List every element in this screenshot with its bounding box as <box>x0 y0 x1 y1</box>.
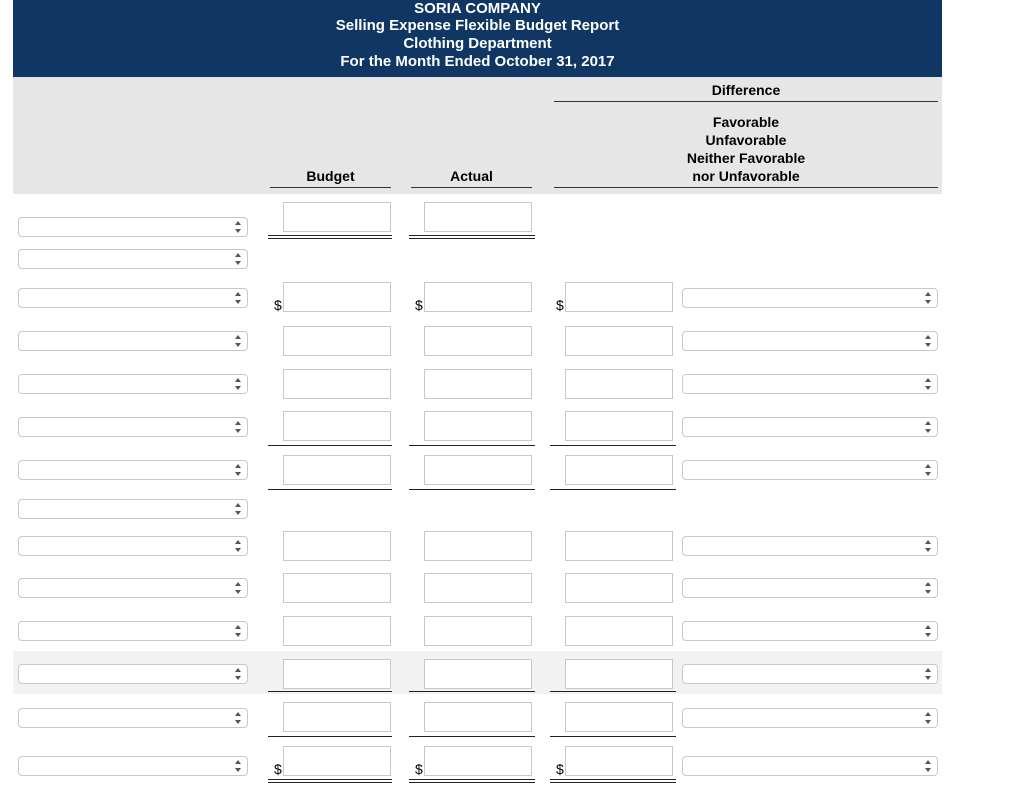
single-rule <box>268 736 392 737</box>
row-label-select[interactable] <box>18 417 248 437</box>
department-name: Clothing Department <box>403 35 552 52</box>
select-arrows-icon <box>235 253 242 266</box>
budget-input[interactable] <box>283 659 391 689</box>
dollar-sign: $ <box>556 297 564 313</box>
budget-input[interactable] <box>283 411 391 441</box>
row-label-select[interactable] <box>18 249 248 269</box>
row-label-select[interactable] <box>18 374 248 394</box>
select-arrows-icon <box>925 335 932 348</box>
report-title: Selling Expense Flexible Budget Report <box>335 17 620 34</box>
single-rule <box>409 445 535 446</box>
row-label-select[interactable] <box>18 288 248 308</box>
favorable-unfavorable-select[interactable] <box>682 756 938 776</box>
difference-input[interactable] <box>565 369 673 399</box>
select-arrows-icon <box>925 540 932 553</box>
double-rule <box>268 235 392 239</box>
select-arrows-icon <box>235 292 242 305</box>
actual-input[interactable] <box>424 455 532 485</box>
actual-input[interactable] <box>424 616 532 646</box>
budget-input[interactable] <box>283 455 391 485</box>
select-arrows-icon <box>925 625 932 638</box>
select-arrows-icon <box>235 712 242 725</box>
difference-input[interactable] <box>565 573 673 603</box>
row-label-select[interactable] <box>18 664 248 684</box>
legend-neither-line1: Neither Favorable <box>686 150 806 166</box>
difference-input[interactable] <box>565 411 673 441</box>
select-arrows-icon <box>235 540 242 553</box>
actual-input[interactable] <box>424 746 532 776</box>
difference-input[interactable] <box>565 531 673 561</box>
actual-input[interactable] <box>424 326 532 356</box>
double-rule <box>268 779 392 783</box>
favorable-unfavorable-select[interactable] <box>682 536 938 556</box>
actual-input[interactable] <box>424 531 532 561</box>
single-rule <box>268 445 392 446</box>
actual-input[interactable] <box>424 573 532 603</box>
favorable-unfavorable-select[interactable] <box>682 664 938 684</box>
legend-unfavorable: Unfavorable <box>705 132 787 148</box>
double-rule <box>550 779 676 783</box>
actual-input[interactable] <box>424 369 532 399</box>
select-arrows-icon <box>235 421 242 434</box>
difference-legend <box>554 113 938 185</box>
actual-input[interactable] <box>424 282 532 312</box>
actual-input[interactable] <box>424 702 532 732</box>
favorable-unfavorable-select[interactable] <box>682 288 938 308</box>
legend-neither-line2: nor Unfavorable <box>692 168 800 184</box>
select-arrows-icon <box>925 668 932 681</box>
single-rule <box>550 489 676 490</box>
select-arrows-icon <box>925 378 932 391</box>
favorable-unfavorable-select[interactable] <box>682 621 938 641</box>
difference-input[interactable] <box>565 326 673 356</box>
double-rule <box>409 779 535 783</box>
actual-heading: Actual <box>450 168 493 184</box>
favorable-unfavorable-select[interactable] <box>682 417 938 437</box>
row-label-select[interactable] <box>18 331 248 351</box>
select-arrows-icon <box>235 335 242 348</box>
budget-input[interactable] <box>283 369 391 399</box>
select-arrows-icon <box>235 464 242 477</box>
report-period: For the Month Ended October 31, 2017 <box>340 53 615 70</box>
difference-input[interactable] <box>565 282 673 312</box>
select-arrows-icon <box>235 760 242 773</box>
row-label-select[interactable] <box>18 621 248 641</box>
budget-input[interactable] <box>283 746 391 776</box>
favorable-unfavorable-select[interactable] <box>682 708 938 728</box>
select-arrows-icon <box>235 625 242 638</box>
row-label-select[interactable] <box>18 499 248 519</box>
row-label-select[interactable] <box>18 578 248 598</box>
select-arrows-icon <box>925 760 932 773</box>
budget-input[interactable] <box>283 573 391 603</box>
select-arrows-icon <box>235 668 242 681</box>
favorable-unfavorable-select[interactable] <box>682 331 938 351</box>
select-arrows-icon <box>925 292 932 305</box>
actual-input[interactable] <box>424 202 532 232</box>
row-label-select[interactable] <box>18 460 248 480</box>
budget-heading: Budget <box>306 168 355 184</box>
row-label-select[interactable] <box>18 536 248 556</box>
select-arrows-icon <box>235 503 242 516</box>
budget-heading-underline <box>270 187 391 188</box>
favorable-unfavorable-select[interactable] <box>682 460 938 480</box>
difference-input[interactable] <box>565 616 673 646</box>
single-rule <box>409 691 535 692</box>
single-rule <box>409 489 535 490</box>
single-rule <box>268 691 392 692</box>
select-arrows-icon <box>235 582 242 595</box>
dollar-sign: $ <box>415 761 423 777</box>
difference-legend-underline <box>554 187 938 188</box>
budget-input[interactable] <box>283 282 391 312</box>
single-rule <box>550 691 676 692</box>
budget-input[interactable] <box>283 531 391 561</box>
single-rule <box>268 489 392 490</box>
dollar-sign: $ <box>415 297 423 313</box>
budget-input[interactable] <box>283 702 391 732</box>
select-arrows-icon <box>925 712 932 725</box>
single-rule <box>550 736 676 737</box>
single-rule <box>409 736 535 737</box>
difference-input[interactable] <box>565 455 673 485</box>
difference-input[interactable] <box>565 659 673 689</box>
budget-input[interactable] <box>283 616 391 646</box>
select-arrows-icon <box>925 421 932 434</box>
actual-input[interactable] <box>424 659 532 689</box>
budget-input[interactable] <box>283 202 391 232</box>
dollar-sign: $ <box>274 297 282 313</box>
select-arrows-icon <box>235 378 242 391</box>
select-arrows-icon <box>925 464 932 477</box>
difference-heading-underline <box>554 101 938 102</box>
report-title-bar <box>13 0 942 77</box>
select-arrows-icon <box>235 221 242 234</box>
difference-input[interactable] <box>565 746 673 776</box>
row-label-select[interactable] <box>18 217 248 237</box>
budget-input[interactable] <box>283 326 391 356</box>
favorable-unfavorable-select[interactable] <box>682 374 938 394</box>
difference-input[interactable] <box>565 702 673 732</box>
dollar-sign: $ <box>556 761 564 777</box>
double-rule <box>409 235 535 239</box>
select-arrows-icon <box>925 582 932 595</box>
difference-heading: Difference <box>711 82 781 98</box>
actual-heading-underline <box>411 187 532 188</box>
legend-favorable: Favorable <box>712 114 780 130</box>
single-rule <box>550 445 676 446</box>
row-label-select[interactable] <box>18 756 248 776</box>
dollar-sign: $ <box>274 761 282 777</box>
actual-input[interactable] <box>424 411 532 441</box>
row-label-select[interactable] <box>18 708 248 728</box>
favorable-unfavorable-select[interactable] <box>682 578 938 598</box>
company-name: SORIA COMPANY <box>414 0 541 17</box>
